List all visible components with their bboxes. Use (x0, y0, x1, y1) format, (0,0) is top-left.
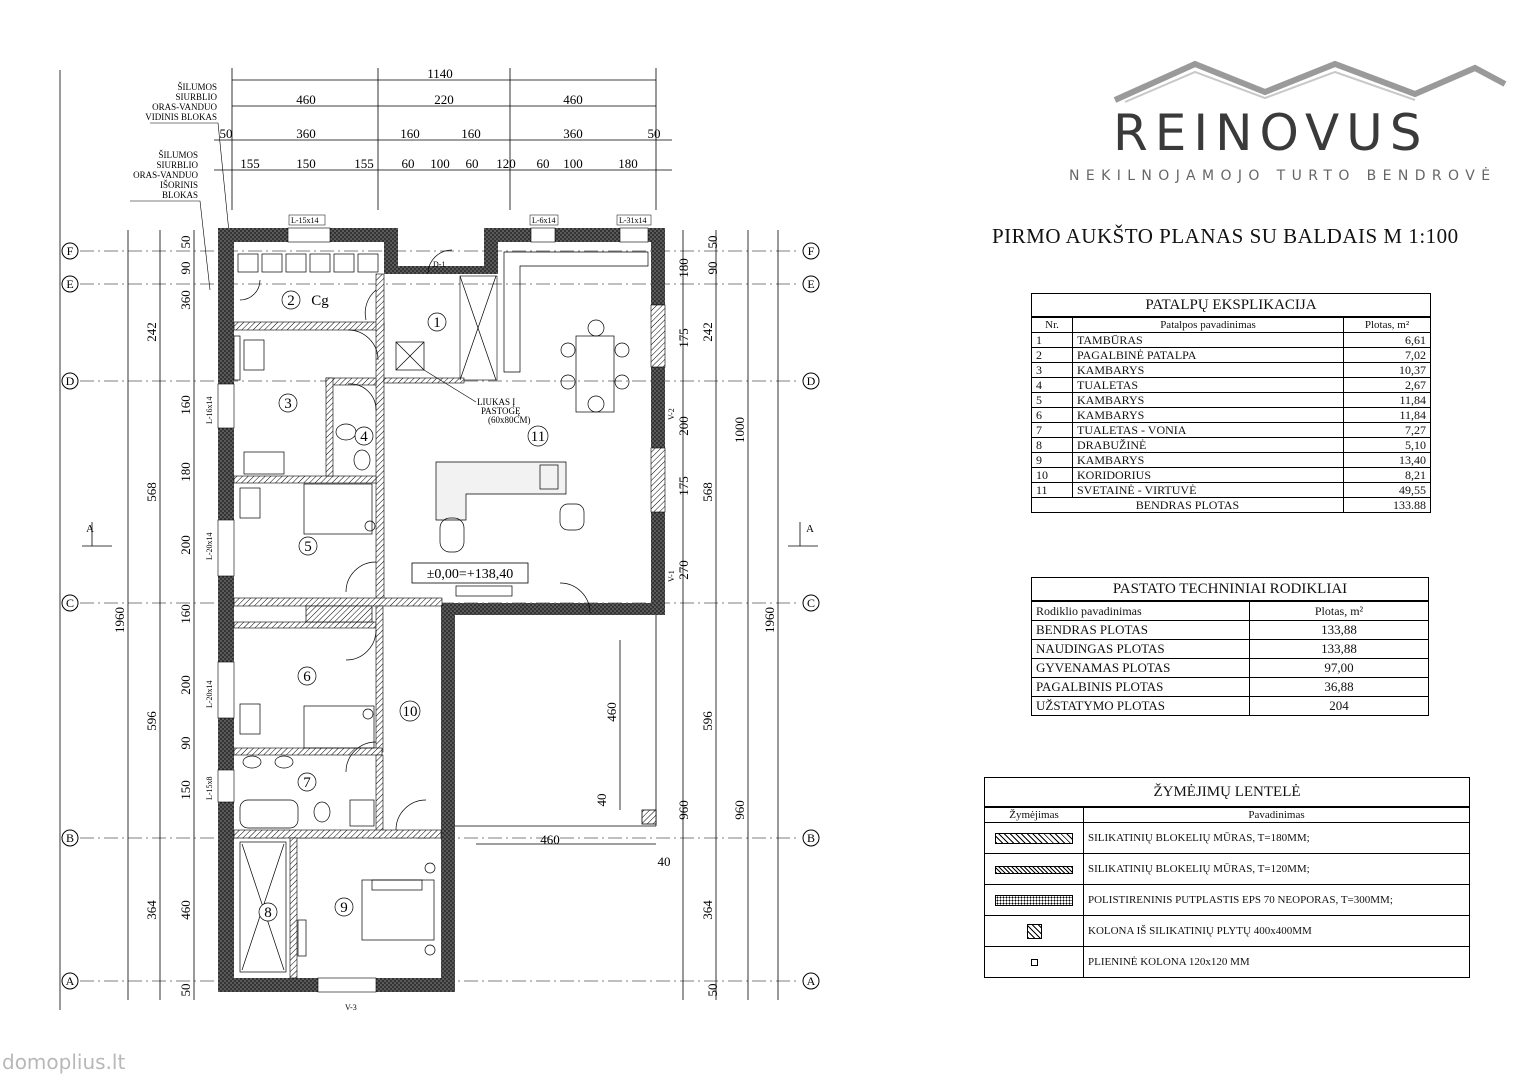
plan-label: 160 (178, 604, 193, 624)
room-number: 6 (303, 669, 311, 685)
legend-text-cell: PLIENINĖ KOLONA 120x120 MM (1084, 947, 1470, 978)
top-dimensions (214, 68, 672, 210)
technical-indicators-table (1031, 577, 1429, 716)
company-logo (1065, 58, 1515, 188)
plan-label: 50 (178, 235, 193, 249)
plan-label: 40 (594, 793, 609, 807)
indicator-value-cell: 36,88 (1250, 678, 1429, 697)
total-value: 133.88 (1344, 498, 1431, 513)
plan-label: 180 (618, 156, 638, 171)
plan-label: L-20x14 (205, 532, 214, 560)
plan-label: B (65, 831, 75, 845)
plan-label: ŠILUMOS (177, 82, 217, 92)
plan-label: 568 (144, 482, 159, 502)
room-number-cell: 2 (1032, 348, 1073, 363)
legend-text-cell: POLISTIRENINIS PUTPLASTIS EPS 70 NEOPORAS, T=300MM; (1084, 885, 1470, 916)
table-row (1032, 697, 1429, 716)
plan-label: A (806, 974, 816, 988)
room-explication-table (1031, 293, 1431, 513)
eps-insulation-icon (985, 885, 1084, 916)
plan-label: 160 (400, 126, 420, 141)
plan-label: LIUKAS Į (477, 397, 516, 407)
plan-label: 100 (430, 156, 450, 171)
plan-label: 360 (563, 126, 583, 141)
room-number: 2 (287, 293, 295, 309)
room-name-cell: TAMBŪRAS (1073, 333, 1344, 348)
indicator-value-cell: 133,88 (1250, 640, 1429, 659)
plan-label: 50 (647, 126, 661, 141)
plan-label: ORAS-VANDUO (133, 170, 198, 180)
plan-label: 180 (178, 462, 193, 482)
room-area-cell: 10,37 (1344, 363, 1431, 378)
room-number-cell: 7 (1032, 423, 1073, 438)
plan-label: 155 (240, 156, 260, 171)
plan-label: B (806, 831, 816, 845)
plan-label: F (807, 244, 815, 258)
plan-label: 364 (144, 900, 159, 920)
room-number: 10 (402, 704, 418, 720)
room2-tag: Cg (311, 293, 329, 309)
room-number: 5 (304, 539, 312, 555)
plan-label: 150 (296, 156, 316, 171)
table-row (985, 885, 1470, 916)
plan-label: L-31x14 (619, 216, 647, 225)
plan-label: BLOKAS (161, 190, 198, 200)
plan-label: 150 (178, 780, 193, 800)
room-number: 9 (340, 900, 348, 916)
hatch-wall-120-icon (985, 854, 1084, 885)
plan-label: 360 (296, 126, 316, 141)
plan-label: 220 (434, 92, 454, 107)
plan-label: 50 (705, 983, 720, 997)
room-number-cell: 6 (1032, 408, 1073, 423)
table-row (1032, 468, 1431, 483)
col-header: Rodiklio pavadinimas (1032, 601, 1250, 621)
plan-label: 1960 (762, 607, 777, 633)
left-dim-labels (112, 236, 193, 997)
indicator-value-cell: 204 (1250, 697, 1429, 716)
plan-label: SIURBLIO (175, 92, 217, 102)
room-name-cell: KAMBARYS (1073, 393, 1344, 408)
plan-label: L-15x14 (291, 216, 319, 225)
col-header: Nr. (1032, 317, 1073, 333)
plan-label: 175 (676, 328, 691, 348)
room-name-cell: KAMBARYS (1073, 363, 1344, 378)
plan-label: 60 (465, 156, 479, 171)
plan-label: 120 (496, 156, 516, 171)
plan-label: 596 (144, 711, 159, 731)
total-label: BENDRAS PLOTAS (1032, 498, 1344, 513)
plan-label: 50 (705, 235, 720, 249)
plan-label: 360 (178, 290, 193, 310)
table-caption: PATALPŲ EKSPLIKACIJA (1032, 294, 1431, 318)
level-mark (412, 563, 528, 583)
plan-label: 155 (354, 156, 374, 171)
plan-label: 40 (657, 854, 671, 869)
logo-subtitle: NEKILNOJAMOJO TURTO BENDROVĖ (1069, 168, 1497, 184)
table-row (1032, 393, 1431, 408)
plan-label: (60x80CM) (488, 415, 531, 425)
plan-label: VIDINIS BLOKAS (145, 112, 217, 122)
room-name-cell: SVETAINĖ - VIRTUVĖ (1073, 483, 1344, 498)
plan-label: L-20x14 (205, 680, 214, 708)
room-number: 7 (303, 775, 311, 791)
room-number-cell: 3 (1032, 363, 1073, 378)
plan-label: 1960 (112, 607, 127, 633)
plan-label: PASTOGĘ (481, 406, 521, 416)
terrace (455, 615, 656, 844)
table-row (985, 947, 1470, 978)
room-area-cell: 5,10 (1344, 438, 1431, 453)
right-dim-labels (676, 236, 777, 997)
room-name-cell: TUALETAS - VONIA (1073, 423, 1344, 438)
plan-label: ŠILUMOS (158, 150, 198, 160)
legend-text-cell: KOLONA IŠ SILIKATINIŲ PLYTŲ 400x400MM (1084, 916, 1470, 947)
plan-label: 180 (676, 258, 691, 278)
plan-label: 242 (144, 322, 159, 342)
table-row (985, 823, 1470, 854)
indicator-name-cell: PAGALBINIS PLOTAS (1032, 678, 1250, 697)
table-row (1032, 333, 1431, 348)
plan-label: E (66, 277, 74, 291)
table-row (1032, 483, 1431, 498)
indicator-name-cell: BENDRAS PLOTAS (1032, 621, 1250, 640)
table-row (1032, 363, 1431, 378)
room-number-cell: 5 (1032, 393, 1073, 408)
col-header: Plotas, m² (1344, 317, 1431, 333)
plan-label: D (65, 374, 75, 388)
room-name-cell: TUALETAS (1073, 378, 1344, 393)
table-row (1032, 453, 1431, 468)
table-caption: PASTATO TECHNINIAI RODIKLIAI (1032, 578, 1429, 602)
table-row (1032, 438, 1431, 453)
indicator-value-cell: 133,88 (1250, 621, 1429, 640)
room-number: 4 (360, 429, 368, 445)
room-name-cell: DRABUŽINĖ (1073, 438, 1344, 453)
room-number-cell: 11 (1032, 483, 1073, 498)
plan-title: PIRMO AUKŠTO PLANAS SU BALDAIS M 1:100 (992, 224, 1459, 248)
room-name-cell: PAGALBINĖ PATALPA (1073, 348, 1344, 363)
plan-label: C (65, 596, 75, 610)
plan-group (234, 274, 497, 978)
plan-label: E (807, 277, 815, 291)
room-area-cell: 49,55 (1344, 483, 1431, 498)
table-row (985, 916, 1470, 947)
table-row (1032, 423, 1431, 438)
plan-label: 200 (178, 535, 193, 555)
legend-text-cell: SILIKATINIŲ BLOKELIŲ MŪRAS, T=180MM; (1084, 823, 1470, 854)
plan-label: 460 (178, 900, 193, 920)
plan-label: V-3 (345, 1003, 357, 1012)
col-header: Plotas, m² (1250, 601, 1429, 621)
room-number: 1 (433, 315, 441, 331)
plan-label: 460 (563, 92, 583, 107)
room-number: 8 (264, 905, 272, 921)
table-row (1032, 621, 1429, 640)
plan-label: 596 (700, 711, 715, 731)
table-caption: ŽYMĖJIMŲ LENTELĖ (985, 778, 1470, 808)
plan-label: D (806, 374, 816, 388)
plan-label: C (806, 596, 816, 610)
plan-label: 90 (178, 261, 193, 275)
indicator-name-cell: NAUDINGAS PLOTAS (1032, 640, 1250, 659)
plan-label: 50 (219, 126, 233, 141)
plan-label: D-1 (433, 260, 446, 269)
dim-total-width: 1140 (427, 66, 453, 81)
axis-bubbles (62, 243, 819, 989)
plan-label: A (806, 523, 814, 535)
room-number-cell: 1 (1032, 333, 1073, 348)
logo-wordmark: REINOVUS (1113, 104, 1429, 162)
room-area-cell: 7,02 (1344, 348, 1431, 363)
legend-text-cell: SILIKATINIŲ BLOKELIŲ MŪRAS, T=120MM; (1084, 854, 1470, 885)
steel-column-icon (985, 947, 1084, 978)
plan-label: A (65, 974, 75, 988)
plan-label: 568 (700, 482, 715, 502)
plan-label: V-2 (667, 408, 676, 420)
plan-label: 242 (700, 322, 715, 342)
room-area-cell: 2,67 (1344, 378, 1431, 393)
room-name-cell: KORIDORIUS (1073, 468, 1344, 483)
plan-label: 460 (540, 832, 560, 847)
plan-label: 60 (401, 156, 415, 171)
plan-label: 90 (178, 736, 193, 750)
plan-label: 364 (700, 900, 715, 920)
plan-label: 200 (178, 675, 193, 695)
doors (240, 250, 590, 830)
room-number: 11 (530, 429, 546, 445)
plan-label: SIURBLIO (156, 160, 198, 170)
plan-label: 460 (296, 92, 316, 107)
silicate-column-icon (985, 916, 1084, 947)
building-walls (218, 228, 665, 992)
heat-pump-notes (133, 82, 217, 200)
plan-label: L-16x14 (205, 396, 214, 424)
room-name-cell: KAMBARYS (1073, 453, 1344, 468)
left-dimensions (60, 70, 194, 1010)
table-row (1032, 348, 1431, 363)
plan-label: 60 (536, 156, 550, 171)
room-area-cell: 11,84 (1344, 408, 1431, 423)
plan-label: 50 (178, 983, 193, 997)
plan-label: IŠORINIS (159, 180, 198, 190)
room-name-cell: KAMBARYS (1073, 408, 1344, 423)
col-header: Žymėjimas (985, 807, 1084, 823)
table-row (1032, 408, 1431, 423)
plan-label: L-15x8 (205, 776, 214, 800)
table-row (985, 854, 1470, 885)
plan-label: 200 (676, 416, 691, 436)
room-number: 3 (284, 396, 292, 412)
room-area-cell: 13,40 (1344, 453, 1431, 468)
table-row (1032, 640, 1429, 659)
room-area-cell: 6,61 (1344, 333, 1431, 348)
indicator-value-cell: 97,00 (1250, 659, 1429, 678)
indicator-name-cell: GYVENAMAS PLOTAS (1032, 659, 1250, 678)
indicator-name-cell: UŽSTATYMO PLOTAS (1032, 697, 1250, 716)
site-watermark: domoplius.lt (2, 1050, 126, 1074)
room-number-cell: 4 (1032, 378, 1073, 393)
room-number-cell: 8 (1032, 438, 1073, 453)
plan-label: L-6x14 (532, 216, 556, 225)
table-row (1032, 378, 1431, 393)
hatch-wall-180-icon (985, 823, 1084, 854)
plan-label: 1000 (732, 417, 747, 443)
room-area-cell: 11,84 (1344, 393, 1431, 408)
plan-label: ORAS-VANDUO (152, 102, 217, 112)
table-row (1032, 659, 1429, 678)
room-number-cell: 9 (1032, 453, 1073, 468)
table-row (1032, 678, 1429, 697)
plan-label: 160 (461, 126, 481, 141)
col-header: Patalpos pavadinimas (1073, 317, 1344, 333)
plan-label: 90 (705, 261, 720, 275)
plan-label: 100 (563, 156, 583, 171)
plan-label: 960 (732, 800, 747, 820)
top-dim-labels (220, 66, 661, 171)
col-header: Pavadinimas (1084, 807, 1470, 823)
plan-label: ±0,00=+138,40 (426, 567, 514, 582)
plan-label: 175 (676, 476, 691, 496)
room-number-cell: 10 (1032, 468, 1073, 483)
plan-label: 460 (604, 702, 619, 722)
room-area-cell: 7,27 (1344, 423, 1431, 438)
room-area-cell: 8,21 (1344, 468, 1431, 483)
plan-label: V-1 (667, 570, 676, 582)
plan-label: 270 (676, 560, 691, 580)
plan-label: A (86, 523, 94, 535)
legend-table (984, 777, 1470, 978)
plan-label: 160 (178, 395, 193, 415)
plan-label: F (66, 244, 74, 258)
plan-label: 960 (676, 800, 691, 820)
